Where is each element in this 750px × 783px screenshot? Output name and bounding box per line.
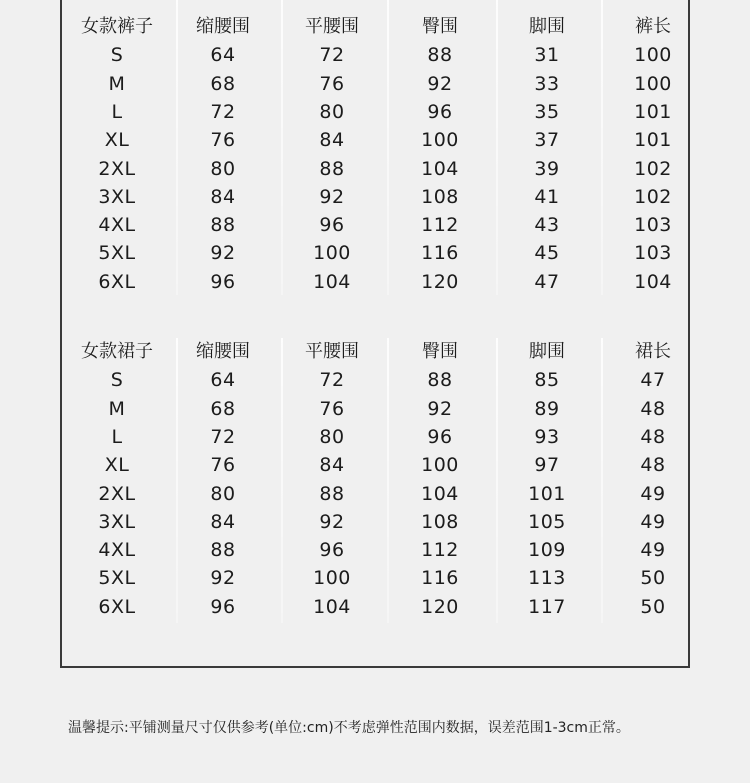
table-cell: 48 bbox=[640, 397, 666, 420]
table-row bbox=[0, 268, 750, 296]
table-row bbox=[0, 508, 750, 536]
table-cell: 103 bbox=[634, 214, 672, 237]
table-cell: 84 bbox=[319, 129, 345, 152]
table-cell: 112 bbox=[421, 539, 459, 562]
table-cell: 116 bbox=[421, 567, 459, 590]
table-cell: 92 bbox=[427, 397, 453, 420]
table-cell: 72 bbox=[319, 369, 345, 392]
table-cell: L bbox=[111, 100, 123, 123]
table-cell: 68 bbox=[210, 397, 236, 420]
table-cell: 47 bbox=[534, 270, 560, 293]
table-cell: 88 bbox=[210, 539, 236, 562]
table-cell: 6XL bbox=[98, 595, 136, 618]
table-cell: 93 bbox=[534, 425, 560, 448]
table-cell: 101 bbox=[528, 482, 566, 505]
table-row bbox=[0, 366, 750, 394]
table-cell: 96 bbox=[319, 214, 345, 237]
table-cell: 89 bbox=[534, 397, 560, 420]
table-cell: 108 bbox=[421, 185, 459, 208]
table-cell: 104 bbox=[421, 157, 459, 180]
table-cell: 88 bbox=[319, 157, 345, 180]
table-cell: 2XL bbox=[98, 157, 136, 180]
table-cell: 104 bbox=[634, 270, 672, 293]
table-cell: 96 bbox=[427, 100, 453, 123]
table-cell: 105 bbox=[528, 510, 566, 533]
table-cell: 92 bbox=[210, 567, 236, 590]
table-cell: XL bbox=[104, 454, 130, 477]
table-cell: 76 bbox=[319, 72, 345, 95]
table-cell: 72 bbox=[319, 44, 345, 67]
table-cell: 100 bbox=[313, 567, 351, 590]
table-cell: 120 bbox=[421, 270, 459, 293]
table-cell: 100 bbox=[421, 454, 459, 477]
header-cell: 臀围 bbox=[422, 16, 458, 37]
table-row bbox=[0, 70, 750, 98]
header-cell: 平腰围 bbox=[305, 16, 359, 37]
table-cell: 72 bbox=[210, 100, 236, 123]
table-cell: 39 bbox=[534, 157, 560, 180]
table-cell: 101 bbox=[634, 100, 672, 123]
table-cell: 80 bbox=[319, 100, 345, 123]
header-cell: 裙长 bbox=[635, 341, 671, 362]
table-header-row bbox=[0, 13, 750, 41]
table-cell: S bbox=[110, 369, 124, 392]
table-cell: 100 bbox=[634, 44, 672, 67]
header-cell: 缩腰围 bbox=[196, 341, 250, 362]
table-cell: 80 bbox=[210, 482, 236, 505]
table-cell: 88 bbox=[427, 44, 453, 67]
table-header-row bbox=[0, 338, 750, 366]
table-cell: 92 bbox=[210, 242, 236, 265]
header-cell: 裤长 bbox=[635, 16, 671, 37]
table-cell: 101 bbox=[634, 129, 672, 152]
table-row bbox=[0, 183, 750, 211]
table-cell: 84 bbox=[210, 185, 236, 208]
table-cell: 92 bbox=[319, 185, 345, 208]
table-cell: 97 bbox=[534, 454, 560, 477]
table-cell: 5XL bbox=[98, 242, 136, 265]
table-cell: 96 bbox=[210, 270, 236, 293]
table-cell: 49 bbox=[640, 510, 666, 533]
table-cell: 120 bbox=[421, 595, 459, 618]
table-cell: 104 bbox=[313, 595, 351, 618]
table-row bbox=[0, 451, 750, 479]
table-cell: 47 bbox=[640, 369, 666, 392]
table-row bbox=[0, 41, 750, 69]
table-cell: 50 bbox=[640, 595, 666, 618]
table-row bbox=[0, 536, 750, 564]
header-cell: 女款裙子 bbox=[81, 341, 153, 362]
table-cell: L bbox=[111, 425, 123, 448]
table-cell: 88 bbox=[210, 214, 236, 237]
table-cell: 96 bbox=[210, 595, 236, 618]
table-cell: 112 bbox=[421, 214, 459, 237]
table-cell: 102 bbox=[634, 185, 672, 208]
table-cell: 92 bbox=[319, 510, 345, 533]
header-cell: 平腰围 bbox=[305, 341, 359, 362]
table-cell: 50 bbox=[640, 567, 666, 590]
table-cell: 88 bbox=[427, 369, 453, 392]
header-cell: 脚围 bbox=[529, 16, 565, 37]
table-cell: 80 bbox=[210, 157, 236, 180]
table-cell: 85 bbox=[534, 369, 560, 392]
table-cell: 4XL bbox=[98, 539, 136, 562]
table-cell: 109 bbox=[528, 539, 566, 562]
table-cell: 64 bbox=[210, 369, 236, 392]
table-row bbox=[0, 126, 750, 154]
table-cell: XL bbox=[104, 129, 130, 152]
table-cell: 96 bbox=[319, 539, 345, 562]
table-cell: 113 bbox=[528, 567, 566, 590]
table-cell: 108 bbox=[421, 510, 459, 533]
table-row bbox=[0, 155, 750, 183]
table-row bbox=[0, 593, 750, 621]
table-cell: 48 bbox=[640, 425, 666, 448]
table-cell: 72 bbox=[210, 425, 236, 448]
table-cell: 49 bbox=[640, 482, 666, 505]
table-cell: 116 bbox=[421, 242, 459, 265]
table-cell: 4XL bbox=[98, 214, 136, 237]
table-cell: 68 bbox=[210, 72, 236, 95]
table-cell: 37 bbox=[534, 129, 560, 152]
table-cell: 100 bbox=[313, 242, 351, 265]
table-cell: 48 bbox=[640, 454, 666, 477]
header-cell: 缩腰围 bbox=[196, 16, 250, 37]
table-cell: 88 bbox=[319, 482, 345, 505]
table-cell: 3XL bbox=[98, 510, 136, 533]
table-cell: 100 bbox=[634, 72, 672, 95]
table-cell: 5XL bbox=[98, 567, 136, 590]
table-cell: 31 bbox=[534, 44, 560, 67]
table-cell: 76 bbox=[319, 397, 345, 420]
table-cell: M bbox=[108, 72, 126, 95]
table-cell: 2XL bbox=[98, 482, 136, 505]
table-cell: 45 bbox=[534, 242, 560, 265]
table-cell: 104 bbox=[421, 482, 459, 505]
table-cell: 6XL bbox=[98, 270, 136, 293]
table-cell: 49 bbox=[640, 539, 666, 562]
table-cell: 104 bbox=[313, 270, 351, 293]
table-cell: 35 bbox=[534, 100, 560, 123]
table-row bbox=[0, 423, 750, 451]
table-cell: 41 bbox=[534, 185, 560, 208]
table-cell: 3XL bbox=[98, 185, 136, 208]
table-cell: 76 bbox=[210, 129, 236, 152]
table-cell: 43 bbox=[534, 214, 560, 237]
table-cell: 80 bbox=[319, 425, 345, 448]
table-cell: 33 bbox=[534, 72, 560, 95]
measurement-note: 温馨提示:平铺测量尺寸仅供参考(单位:cm)不考虑弹性范围内数据，误差范围1-3cm正常。 bbox=[68, 720, 630, 736]
table-row bbox=[0, 211, 750, 239]
header-cell: 脚围 bbox=[529, 341, 565, 362]
table-cell: 117 bbox=[528, 595, 566, 618]
table-cell: 64 bbox=[210, 44, 236, 67]
table-row bbox=[0, 395, 750, 423]
table-cell: 100 bbox=[421, 129, 459, 152]
table-cell: 84 bbox=[210, 510, 236, 533]
table-cell: 102 bbox=[634, 157, 672, 180]
table-cell: M bbox=[108, 397, 126, 420]
table-cell: 103 bbox=[634, 242, 672, 265]
table-cell: 96 bbox=[427, 425, 453, 448]
table-cell: 92 bbox=[427, 72, 453, 95]
header-cell: 女款裤子 bbox=[81, 16, 153, 37]
header-cell: 臀围 bbox=[422, 341, 458, 362]
table-cell: S bbox=[110, 44, 124, 67]
table-cell: 84 bbox=[319, 454, 345, 477]
table-row bbox=[0, 239, 750, 267]
table-row bbox=[0, 564, 750, 592]
table-cell: 76 bbox=[210, 454, 236, 477]
table-row bbox=[0, 480, 750, 508]
table-row bbox=[0, 98, 750, 126]
